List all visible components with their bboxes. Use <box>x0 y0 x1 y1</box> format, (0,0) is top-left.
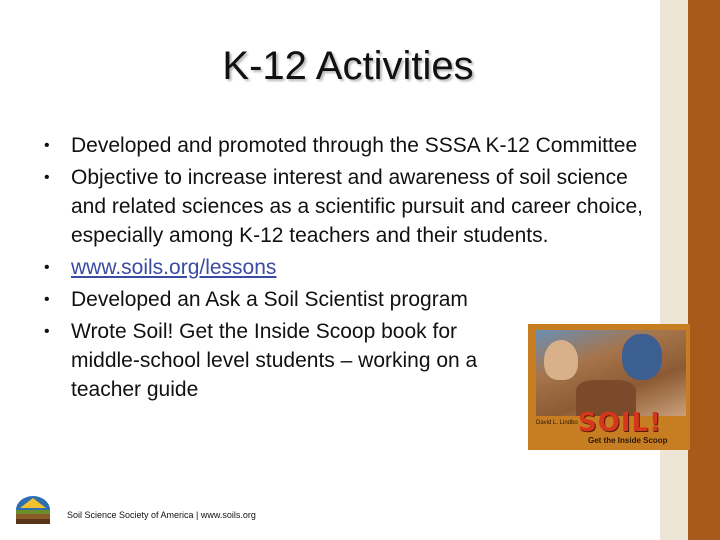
footer-text: Soil Science Society of America | www.soils.org <box>67 510 256 520</box>
sssa-logo-icon <box>14 492 52 526</box>
book-cover-photo <box>536 330 686 416</box>
book-subtitle: Get the Inside Scoop <box>588 436 668 445</box>
bullet-dot: • <box>44 323 50 340</box>
bullet-dot: • <box>44 259 50 276</box>
book-title: SOIL! <box>578 408 662 438</box>
bullet-text: Objective to increase interest and awareness of soil science and related sciences as a scientific pursuit and career choice, especially among K-12 teachers and their students. <box>71 166 643 247</box>
bullet-text: Developed and promoted through the SSSA K-12 Committee <box>71 134 638 157</box>
child-figure <box>622 334 662 380</box>
lessons-link[interactable]: www.soils.org/lessons <box>71 256 277 279</box>
bullet-text: Developed an Ask a Soil Scientist program <box>71 288 468 311</box>
bullet-item <box>44 317 516 404</box>
slide-title: K-12 Activities <box>222 44 474 88</box>
bullet-dot: • <box>44 169 50 186</box>
bullet-item <box>44 163 664 250</box>
bullet-item <box>44 285 516 314</box>
book-author: David L. Lindbo <box>536 420 578 426</box>
book-cover-image <box>528 324 690 450</box>
bullet-dot: • <box>44 137 50 154</box>
bullet-item <box>44 131 664 160</box>
child-figure <box>544 340 578 380</box>
bullet-text: Wrote Soil! Get the Inside Scoop book for middle-school level students – working on a teacher guide <box>71 320 478 401</box>
bullet-item <box>44 253 664 282</box>
bullet-dot: • <box>44 291 50 308</box>
